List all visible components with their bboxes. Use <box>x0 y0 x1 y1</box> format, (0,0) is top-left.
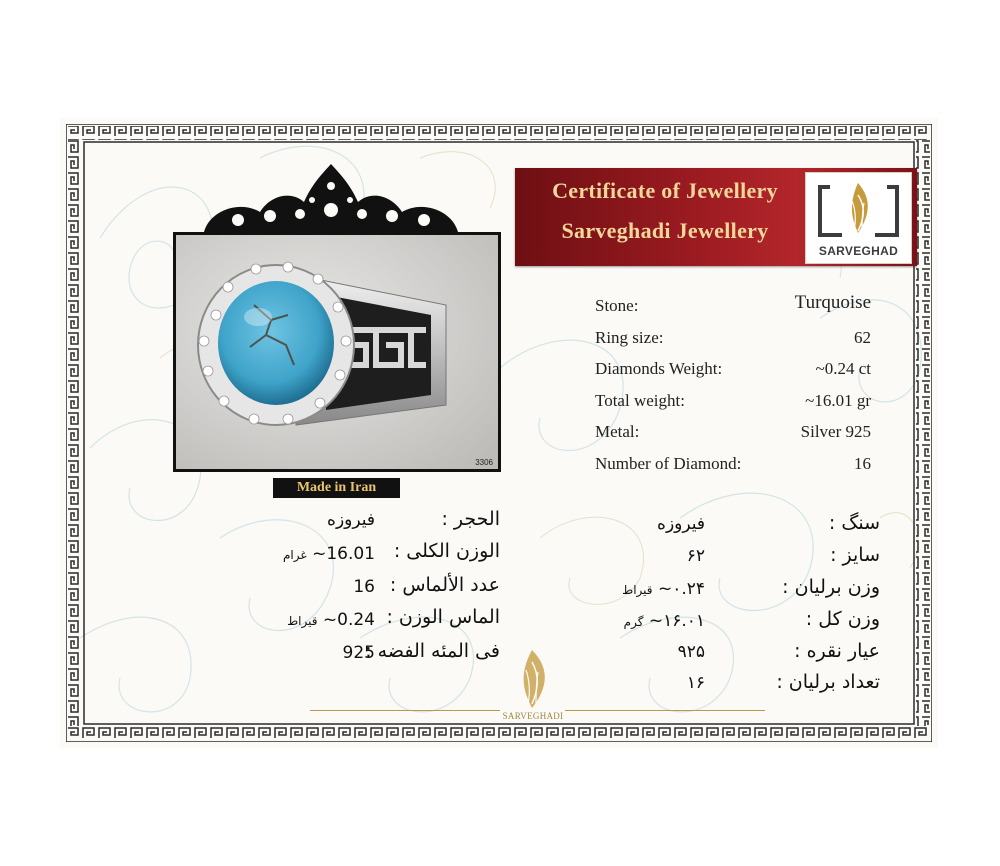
persian-value-number: ۱۶.۰۱~ <box>648 611 705 631</box>
footer-brand-name: SARVEGHADI <box>502 711 564 721</box>
spec-label: Number of Diamond: <box>595 454 742 473</box>
spec-label: Total weight: <box>595 391 685 410</box>
logo-wordmark: SARVEGHAD <box>818 244 899 258</box>
brand-title: Sarveghadi Jewellery <box>561 218 769 243</box>
arabic-label-silver-purity: فى المئه الفضه : <box>365 640 500 662</box>
arabic-value-number: 0.24~ <box>322 610 375 630</box>
persian-value-silver-purity: ۹۲۵ <box>677 642 705 662</box>
arabic-value-silver-purity: 925 <box>342 643 375 663</box>
arabic-value-unit: غرام <box>283 548 307 562</box>
arabic-value-total-weight <box>270 544 375 564</box>
spec-row-diamonds-weight <box>595 359 871 387</box>
persian-label-stone: سنگ : <box>828 512 880 534</box>
spec-row-number-of-diamond <box>595 454 871 482</box>
spec-row-ring-size <box>595 328 871 356</box>
made-in-badge: Made in Iran <box>273 478 400 498</box>
persian-value-number: ۰.۲۴~ <box>657 579 705 599</box>
sarveghad-flame-logo-icon <box>812 175 905 245</box>
certificate-card <box>60 118 938 748</box>
arabic-label-diamond-weight: الماس الوزن : <box>386 606 500 628</box>
spec-value: ~0.24 ct <box>815 359 871 378</box>
arabic-value-stone: فيروزه <box>327 510 375 530</box>
footer-flame-logo-icon <box>504 648 560 710</box>
spec-label: Diamonds Weight: <box>595 359 723 378</box>
arabic-label-diamond-count: عدد الألماس : <box>389 574 500 596</box>
spec-label: Ring size: <box>595 328 664 347</box>
persian-value-unit: قیراط <box>622 583 653 597</box>
spec-row-total-weight <box>595 391 871 419</box>
turquoise-ring-image <box>176 235 498 469</box>
spec-row-stone <box>595 292 871 324</box>
spec-value: Turquoise <box>794 292 871 313</box>
ring-photo <box>173 232 501 472</box>
footer-divider-right <box>565 710 765 711</box>
spec-value: ~16.01 gr <box>805 391 871 410</box>
persian-value-diamond-count: ۱۶ <box>686 673 705 693</box>
spec-value: Silver 925 <box>800 422 871 441</box>
persian-value-unit: گرم <box>623 615 644 629</box>
persian-value-diamond-weight <box>580 579 705 599</box>
arabic-value-diamond-weight <box>270 610 375 630</box>
persian-label-silver-purity: عیار نقره : <box>794 640 880 662</box>
persian-label-diamond-weight: وزن برلیان : <box>782 576 880 598</box>
crown-ornament-icon <box>200 160 462 234</box>
spec-row-metal <box>595 422 871 450</box>
certificate-title: Certificate of Jewellery <box>552 178 778 203</box>
arabic-value-unit: قيراط <box>287 614 318 628</box>
persian-value-stone: فیروزه <box>657 514 705 534</box>
persian-value-size: ۶۲ <box>686 546 705 566</box>
arabic-label-total-weight: الوزن الكلى : <box>393 540 500 562</box>
persian-label-total-weight: وزن کل : <box>805 608 880 630</box>
arabic-value-diamond-count: 16 <box>353 577 375 597</box>
spec-label: Stone: <box>595 296 639 315</box>
photo-stamp-number: 3306 <box>475 458 493 467</box>
spec-value: 16 <box>854 454 871 473</box>
arabic-value-number: 16.01~ <box>312 544 375 564</box>
persian-value-total-weight <box>580 611 705 631</box>
spec-value: 62 <box>854 328 871 347</box>
footer-divider-left <box>310 710 500 711</box>
spec-label: Metal: <box>595 422 640 441</box>
arabic-label-stone: الحجر : <box>441 508 500 530</box>
brand-logo <box>805 172 912 264</box>
persian-label-diamond-count: تعداد برلیان : <box>776 671 880 693</box>
persian-label-size: سایز : <box>830 544 880 566</box>
